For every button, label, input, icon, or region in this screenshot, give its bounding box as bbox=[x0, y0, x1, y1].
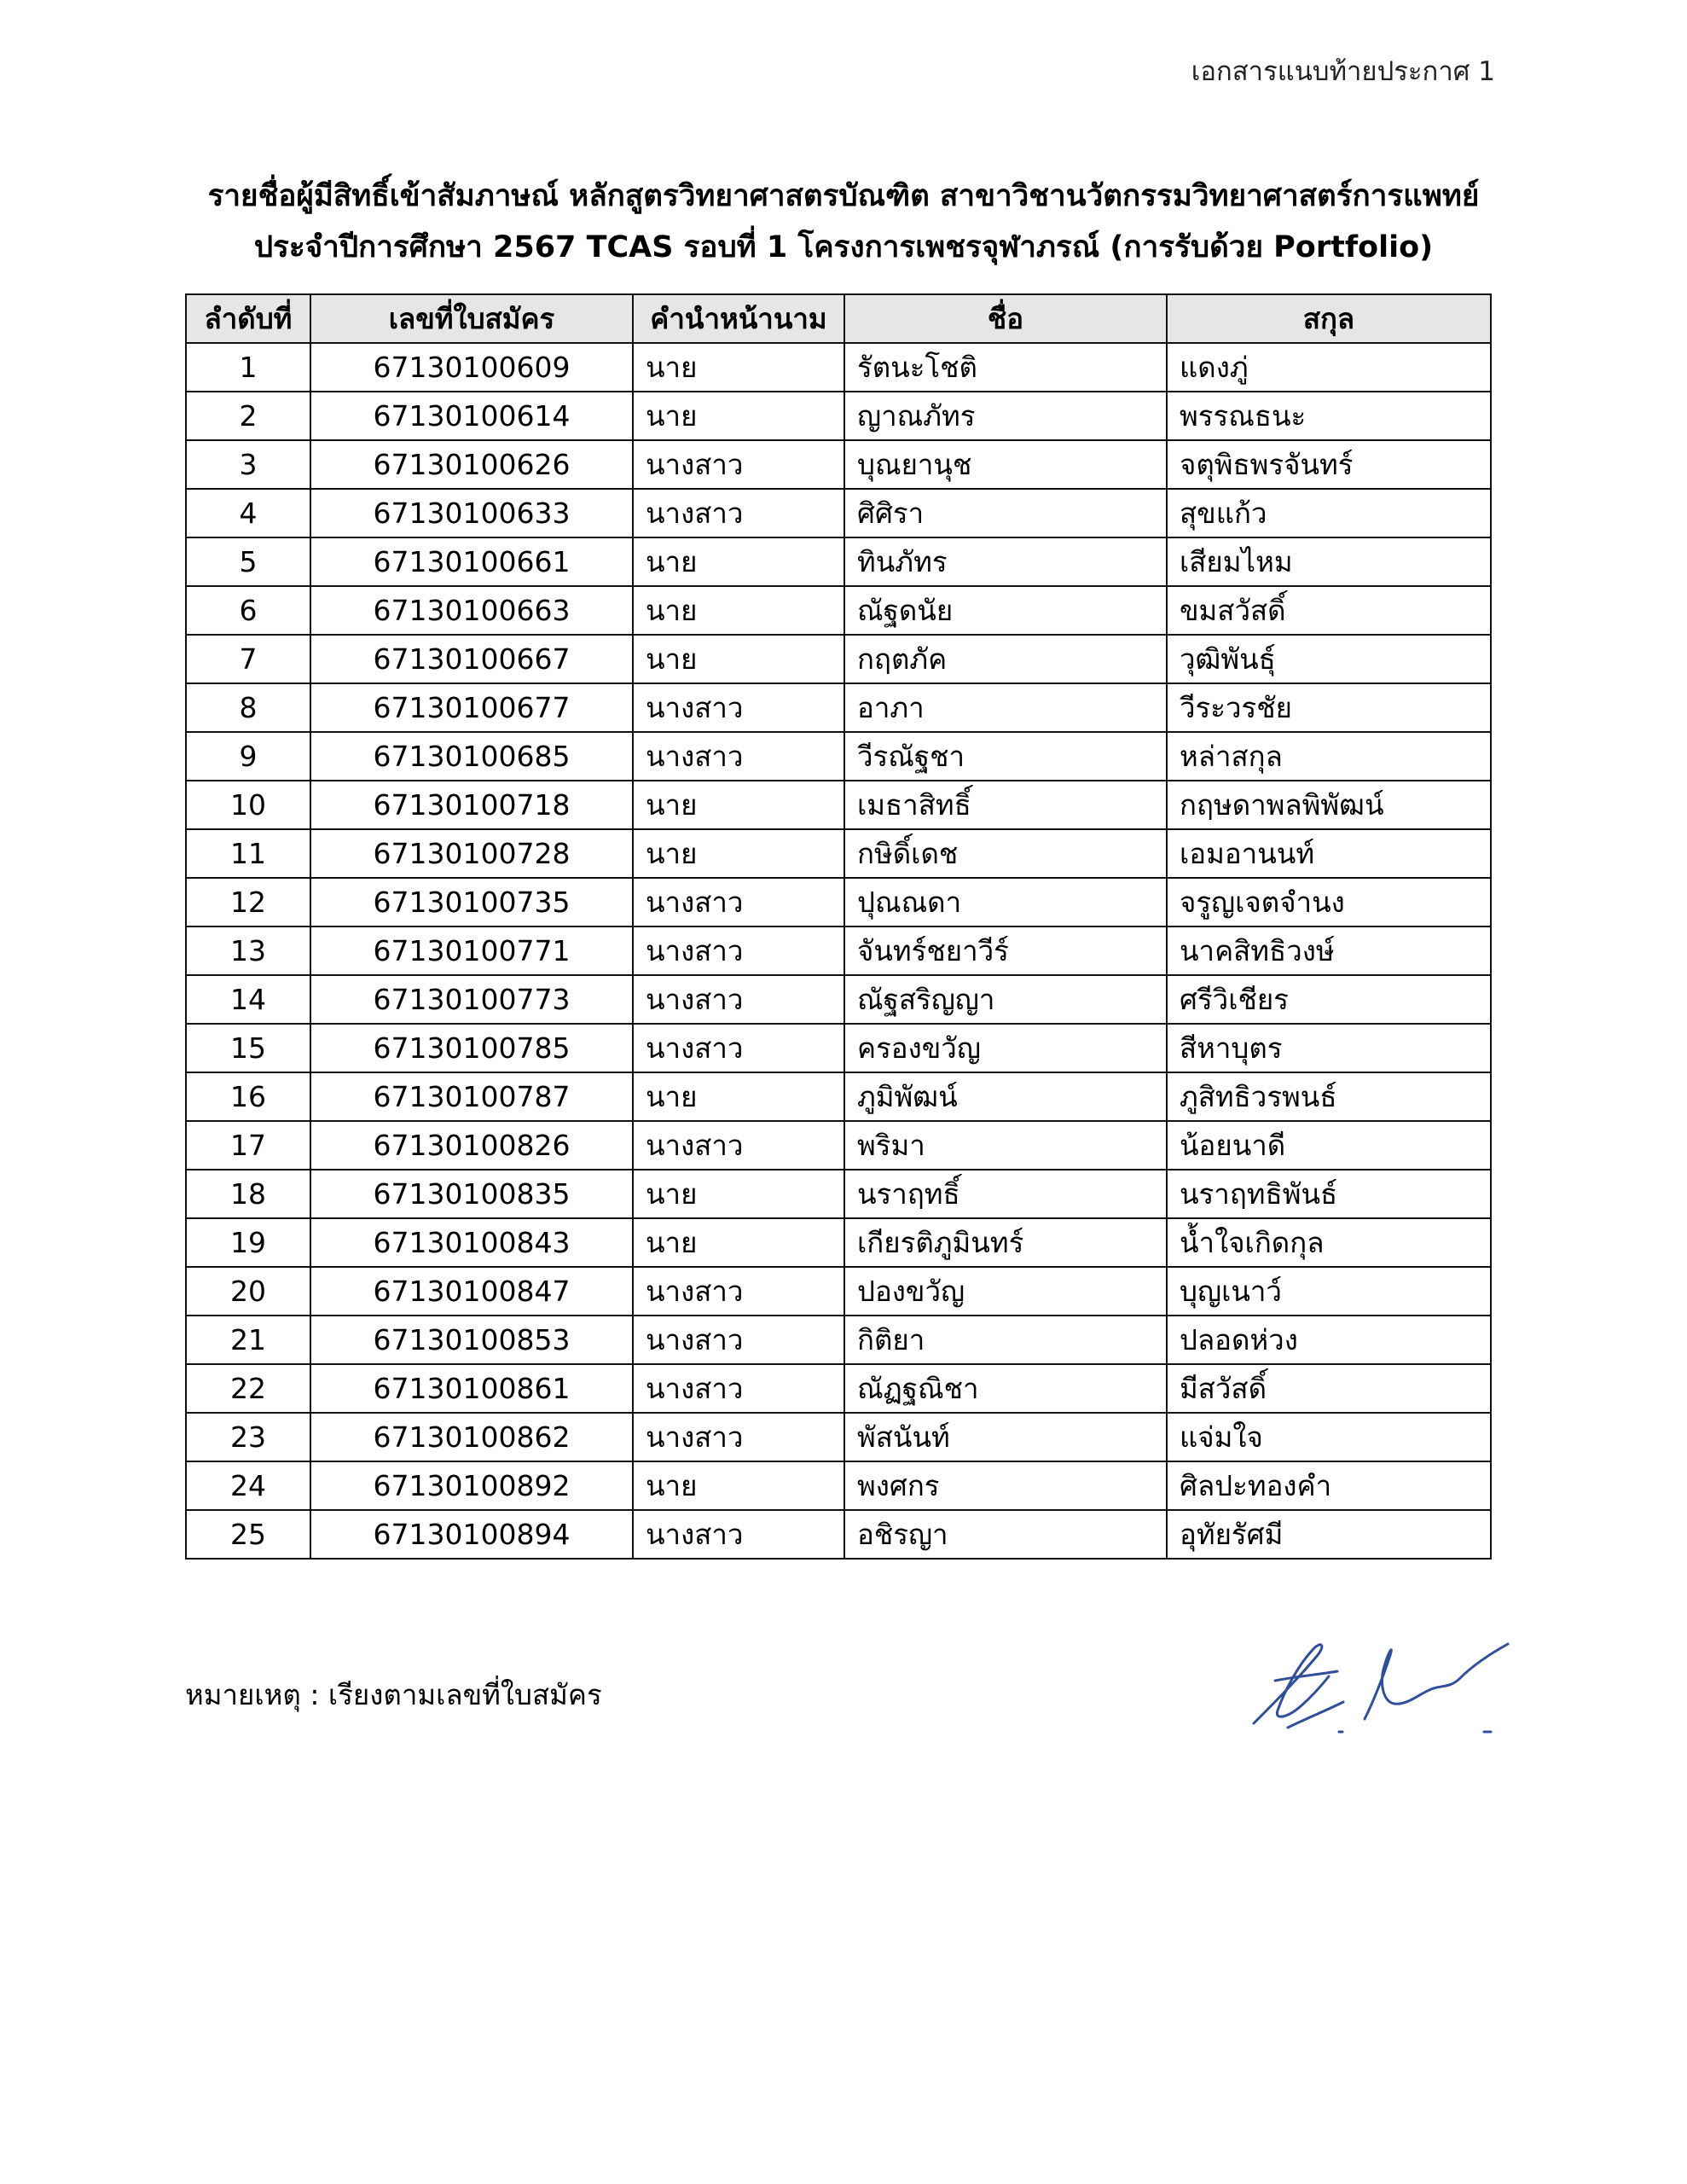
cell-application-no: 67130100861 bbox=[310, 1364, 633, 1413]
cell-title-prefix: นาย bbox=[633, 1170, 844, 1218]
cell-order: 5 bbox=[186, 537, 310, 586]
cell-application-no: 67130100663 bbox=[310, 586, 633, 635]
table-row bbox=[186, 1267, 1491, 1316]
cell-order: 15 bbox=[186, 1024, 310, 1072]
cell-order: 6 bbox=[186, 586, 310, 635]
cell-title-prefix: นาย bbox=[633, 1072, 844, 1121]
cell-title-prefix: นางสาว bbox=[633, 1267, 844, 1316]
header-application-no: เลขที่ใบสมัคร bbox=[310, 294, 633, 343]
cell-order: 16 bbox=[186, 1072, 310, 1121]
header-last-name: สกุล bbox=[1167, 294, 1491, 343]
table-row bbox=[186, 1024, 1491, 1072]
cell-last-name: ขมสวัสดิ์ bbox=[1167, 586, 1491, 635]
cell-title-prefix: นางสาว bbox=[633, 683, 844, 732]
cell-last-name: ภูสิทธิวรพนธ์ bbox=[1167, 1072, 1491, 1121]
cell-order: 25 bbox=[186, 1510, 310, 1559]
cell-application-no: 67130100685 bbox=[310, 732, 633, 781]
cell-order: 2 bbox=[186, 392, 310, 440]
document-title bbox=[0, 171, 1687, 273]
footer-note: หมายเหตุ : เรียงตามเลขที่ใบสมัคร bbox=[185, 1678, 602, 1711]
cell-application-no: 67130100826 bbox=[310, 1121, 633, 1170]
cell-first-name: ญาณภัทร bbox=[844, 392, 1167, 440]
cell-application-no: 67130100677 bbox=[310, 683, 633, 732]
cell-order: 22 bbox=[186, 1364, 310, 1413]
cell-application-no: 67130100609 bbox=[310, 343, 633, 392]
cell-first-name: วีรณัฐชา bbox=[844, 732, 1167, 781]
cell-first-name: ศิศิรา bbox=[844, 489, 1167, 537]
cell-last-name: เสียมไหม bbox=[1167, 537, 1491, 586]
cell-last-name: หล่าสกุล bbox=[1167, 732, 1491, 781]
cell-last-name: สีหาบุตร bbox=[1167, 1024, 1491, 1072]
cell-first-name: พงศกร bbox=[844, 1461, 1167, 1510]
table-row bbox=[186, 537, 1491, 586]
table-row bbox=[186, 926, 1491, 975]
cell-title-prefix: นาย bbox=[633, 1218, 844, 1267]
cell-first-name: ปุณณดา bbox=[844, 878, 1167, 926]
cell-order: 18 bbox=[186, 1170, 310, 1218]
cell-application-no: 67130100843 bbox=[310, 1218, 633, 1267]
cell-title-prefix: นางสาว bbox=[633, 1024, 844, 1072]
cell-first-name: เกียรติภูมินทร์ bbox=[844, 1218, 1167, 1267]
table-row bbox=[186, 1170, 1491, 1218]
cell-last-name: แจ่มใจ bbox=[1167, 1413, 1491, 1461]
cell-last-name: กฤษดาพลพิพัฒน์ bbox=[1167, 781, 1491, 829]
cell-application-no: 67130100787 bbox=[310, 1072, 633, 1121]
table-row bbox=[186, 440, 1491, 489]
cell-application-no: 67130100862 bbox=[310, 1413, 633, 1461]
cell-order: 20 bbox=[186, 1267, 310, 1316]
cell-first-name: อาภา bbox=[844, 683, 1167, 732]
header-order: ลำดับที่ bbox=[186, 294, 310, 343]
table-row bbox=[186, 1218, 1491, 1267]
table-row bbox=[186, 1072, 1491, 1121]
cell-application-no: 67130100785 bbox=[310, 1024, 633, 1072]
cell-last-name: มีสวัสดิ์ bbox=[1167, 1364, 1491, 1413]
cell-first-name: เมธาสิทธิ์ bbox=[844, 781, 1167, 829]
table-row bbox=[186, 635, 1491, 683]
table-row bbox=[186, 975, 1491, 1024]
table-row bbox=[186, 1510, 1491, 1559]
cell-last-name: ศิลปะทองคำ bbox=[1167, 1461, 1491, 1510]
cell-first-name: กษิดิ์เดช bbox=[844, 829, 1167, 878]
signature-stroke bbox=[1365, 1644, 1508, 1719]
table-row bbox=[186, 829, 1491, 878]
cell-title-prefix: นาย bbox=[633, 343, 844, 392]
cell-last-name: ศรีวิเชียร bbox=[1167, 975, 1491, 1024]
cell-title-prefix: นาย bbox=[633, 392, 844, 440]
cell-first-name: ครองขวัญ bbox=[844, 1024, 1167, 1072]
table-body bbox=[186, 343, 1491, 1559]
cell-application-no: 67130100847 bbox=[310, 1267, 633, 1316]
cell-first-name: พัสนันท์ bbox=[844, 1413, 1167, 1461]
cell-order: 11 bbox=[186, 829, 310, 878]
cell-title-prefix: นางสาว bbox=[633, 440, 844, 489]
cell-last-name: เอมอานนท์ bbox=[1167, 829, 1491, 878]
header-first-name: ชื่อ bbox=[844, 294, 1167, 343]
cell-last-name: นาคสิทธิวงษ์ bbox=[1167, 926, 1491, 975]
cell-first-name: ภูมิพัฒน์ bbox=[844, 1072, 1167, 1121]
cell-order: 14 bbox=[186, 975, 310, 1024]
table-row bbox=[186, 586, 1491, 635]
cell-title-prefix: นางสาว bbox=[633, 1413, 844, 1461]
header-title-prefix: คำนำหน้านาม bbox=[633, 294, 844, 343]
cell-last-name: วุฒิพันธุ์ bbox=[1167, 635, 1491, 683]
cell-first-name: ปองขวัญ bbox=[844, 1267, 1167, 1316]
cell-order: 7 bbox=[186, 635, 310, 683]
cell-first-name: ณัฏฐณิชา bbox=[844, 1364, 1167, 1413]
cell-title-prefix: นาย bbox=[633, 635, 844, 683]
table-row bbox=[186, 732, 1491, 781]
cell-application-no: 67130100835 bbox=[310, 1170, 633, 1218]
table-header-row bbox=[186, 294, 1491, 343]
cell-title-prefix: นาย bbox=[633, 829, 844, 878]
cell-last-name: จรูญเจตจำนง bbox=[1167, 878, 1491, 926]
cell-application-no: 67130100894 bbox=[310, 1510, 633, 1559]
cell-order: 24 bbox=[186, 1461, 310, 1510]
cell-first-name: ทินภัทร bbox=[844, 537, 1167, 586]
cell-order: 3 bbox=[186, 440, 310, 489]
table-row bbox=[186, 1121, 1491, 1170]
cell-order: 23 bbox=[186, 1413, 310, 1461]
cell-title-prefix: นางสาว bbox=[633, 489, 844, 537]
cell-application-no: 67130100626 bbox=[310, 440, 633, 489]
cell-application-no: 67130100718 bbox=[310, 781, 633, 829]
cell-order: 10 bbox=[186, 781, 310, 829]
cell-last-name: ปลอดห่วง bbox=[1167, 1316, 1491, 1364]
cell-last-name: สุขแก้ว bbox=[1167, 489, 1491, 537]
table-row bbox=[186, 1316, 1491, 1364]
cell-title-prefix: นางสาว bbox=[633, 975, 844, 1024]
table-row bbox=[186, 343, 1491, 392]
cell-order: 13 bbox=[186, 926, 310, 975]
cell-application-no: 67130100771 bbox=[310, 926, 633, 975]
table-row bbox=[186, 781, 1491, 829]
cell-order: 12 bbox=[186, 878, 310, 926]
cell-order: 17 bbox=[186, 1121, 310, 1170]
cell-first-name: จันทร์ชยาวีร์ bbox=[844, 926, 1167, 975]
cell-title-prefix: นางสาว bbox=[633, 1121, 844, 1170]
cell-title-prefix: นาย bbox=[633, 537, 844, 586]
cell-application-no: 67130100853 bbox=[310, 1316, 633, 1364]
cell-first-name: บุณยานุช bbox=[844, 440, 1167, 489]
cell-first-name: ณัฐสริญญา bbox=[844, 975, 1167, 1024]
cell-last-name: พรรณธนะ bbox=[1167, 392, 1491, 440]
cell-title-prefix: นาย bbox=[633, 1461, 844, 1510]
cell-application-no: 67130100735 bbox=[310, 878, 633, 926]
cell-title-prefix: นางสาว bbox=[633, 926, 844, 975]
cell-first-name: นราฤทธิ์ bbox=[844, 1170, 1167, 1218]
cell-order: 1 bbox=[186, 343, 310, 392]
table-row bbox=[186, 1413, 1491, 1461]
signature-stroke bbox=[1254, 1645, 1329, 1723]
cell-application-no: 67130100773 bbox=[310, 975, 633, 1024]
cell-last-name: นราฤทธิพันธ์ bbox=[1167, 1170, 1491, 1218]
cell-first-name: อชิรญา bbox=[844, 1510, 1167, 1559]
table-row bbox=[186, 1364, 1491, 1413]
cell-application-no: 67130100614 bbox=[310, 392, 633, 440]
cell-title-prefix: นางสาว bbox=[633, 878, 844, 926]
cell-application-no: 67130100667 bbox=[310, 635, 633, 683]
cell-order: 21 bbox=[186, 1316, 310, 1364]
cell-last-name: น้ำใจเกิดกุล bbox=[1167, 1218, 1491, 1267]
cell-title-prefix: นาย bbox=[633, 781, 844, 829]
cell-application-no: 67130100728 bbox=[310, 829, 633, 878]
title-line-2: ประจำปีการศึกษา 2567 TCAS รอบที่ 1 โครงการเพชรจุฬาภรณ์ (การรับด้วย Portfolio) bbox=[253, 230, 1434, 264]
cell-order: 19 bbox=[186, 1218, 310, 1267]
cell-last-name: จตุพิธพรจันทร์ bbox=[1167, 440, 1491, 489]
table-row bbox=[186, 1461, 1491, 1510]
candidate-table bbox=[185, 293, 1492, 1560]
cell-application-no: 67130100892 bbox=[310, 1461, 633, 1510]
cell-last-name: น้อยนาดี bbox=[1167, 1121, 1491, 1170]
cell-application-no: 67130100633 bbox=[310, 489, 633, 537]
cell-application-no: 67130100661 bbox=[310, 537, 633, 586]
cell-title-prefix: นางสาว bbox=[633, 1510, 844, 1559]
table-row bbox=[186, 683, 1491, 732]
cell-title-prefix: นางสาว bbox=[633, 1316, 844, 1364]
cell-order: 4 bbox=[186, 489, 310, 537]
cell-last-name: วีระวรชัย bbox=[1167, 683, 1491, 732]
table-row bbox=[186, 392, 1491, 440]
table-row bbox=[186, 878, 1491, 926]
cell-order: 8 bbox=[186, 683, 310, 732]
cell-first-name: ณัฐดนัย bbox=[844, 586, 1167, 635]
cell-order: 9 bbox=[186, 732, 310, 781]
cell-title-prefix: นางสาว bbox=[633, 1364, 844, 1413]
cell-last-name: บุญเนาว์ bbox=[1167, 1267, 1491, 1316]
signature-stroke bbox=[1288, 1702, 1343, 1728]
title-line-1: รายชื่อผู้มีสิทธิ์เข้าสัมภาษณ์ หลักสูตรวิทยาศาสตรบัณฑิต สาขาวิชานวัตกรรมวิทยาศาสตร์การแพทย์ bbox=[207, 179, 1480, 213]
annex-label: เอกสารแนบท้ายประกาศ 1 bbox=[1191, 56, 1495, 87]
signature-image bbox=[1237, 1617, 1510, 1736]
cell-first-name: กิติยา bbox=[844, 1316, 1167, 1364]
table-row bbox=[186, 489, 1491, 537]
cell-title-prefix: นาย bbox=[633, 586, 844, 635]
cell-title-prefix: นางสาว bbox=[633, 732, 844, 781]
cell-last-name: แดงภู่ bbox=[1167, 343, 1491, 392]
cell-first-name: พริมา bbox=[844, 1121, 1167, 1170]
cell-first-name: กฤตภัค bbox=[844, 635, 1167, 683]
cell-last-name: อุทัยรัศมี bbox=[1167, 1510, 1491, 1559]
cell-first-name: รัตนะโชติ bbox=[844, 343, 1167, 392]
